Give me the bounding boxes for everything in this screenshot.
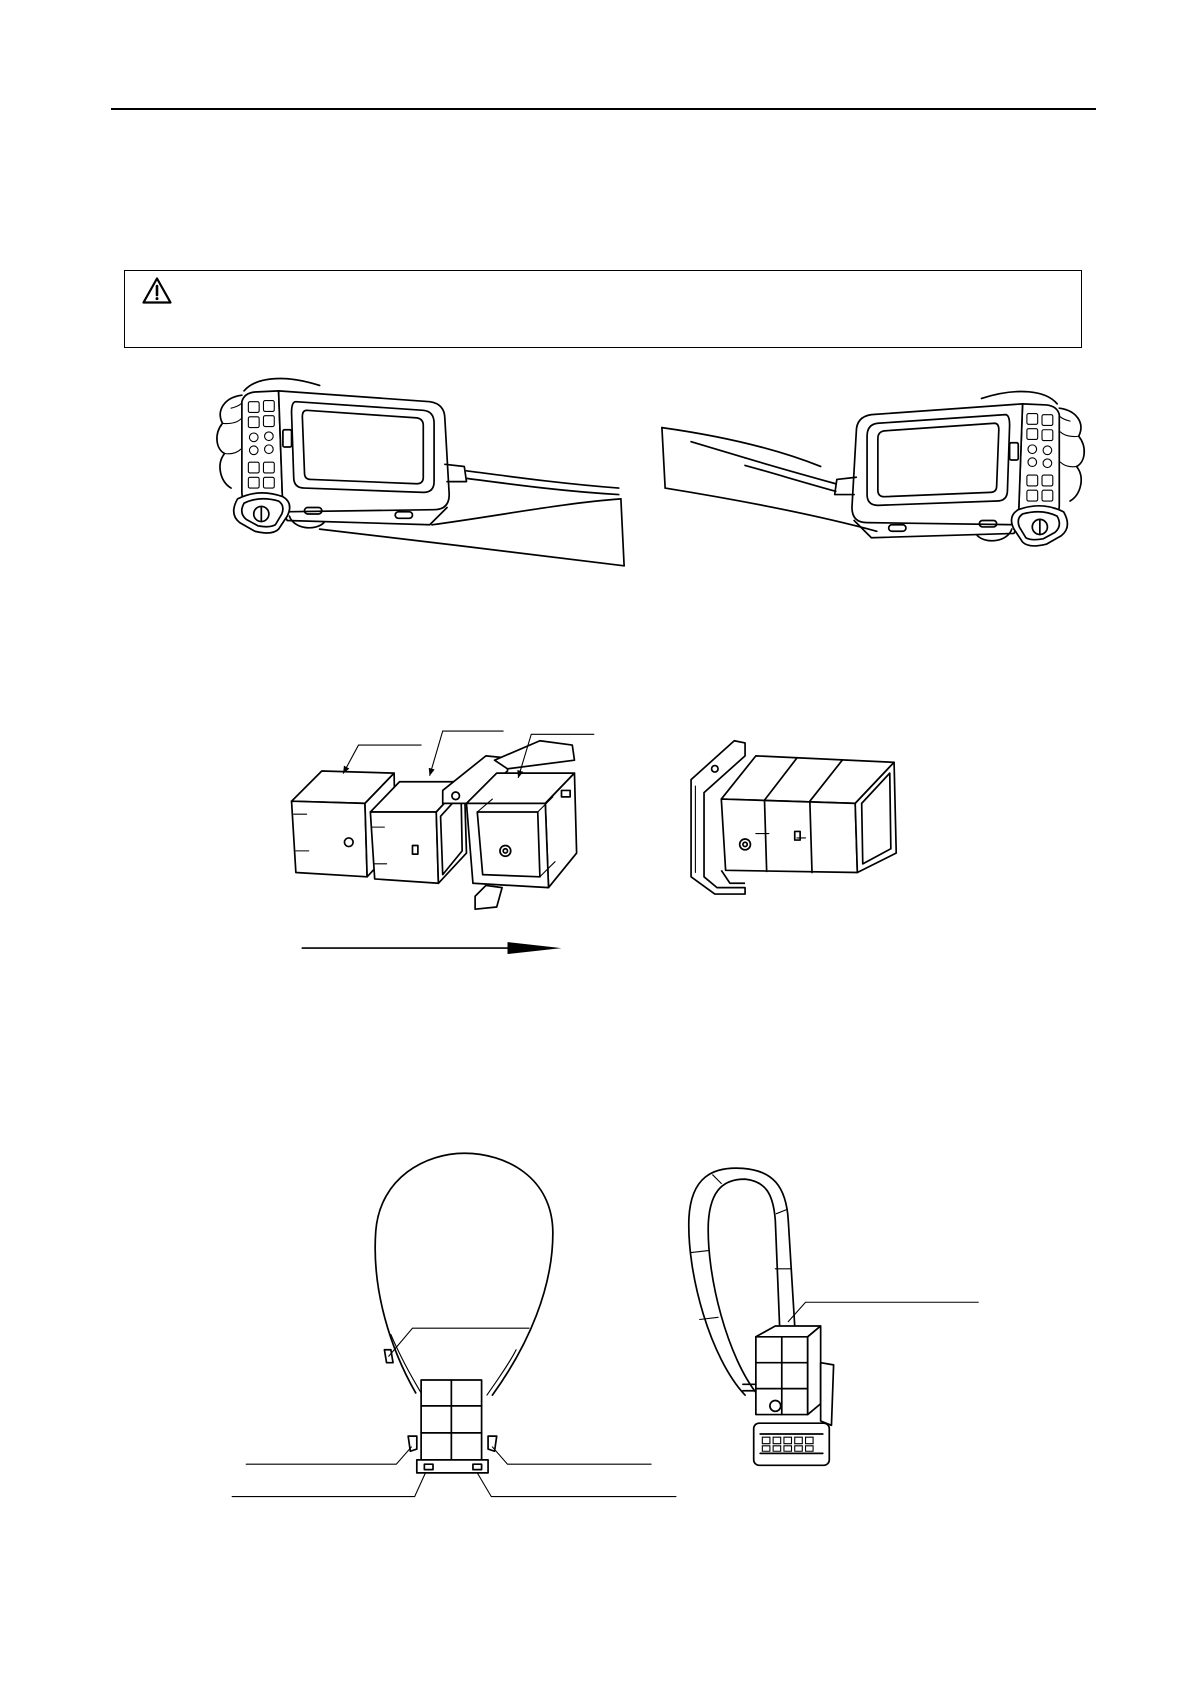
handheld-device-with-hand (217, 379, 467, 533)
figure-exploded-boxes (292, 731, 594, 954)
box (743, 1326, 834, 1425)
arrow-right-icon (302, 942, 561, 954)
handheld-device-with-hand (835, 391, 1085, 545)
box (421, 1380, 481, 1460)
cable (466, 471, 618, 495)
base-plate (417, 1460, 488, 1473)
handheld-device-end-view (754, 1423, 830, 1465)
figure-strap-front (232, 1153, 676, 1496)
leader-line (788, 1302, 978, 1321)
box-assembly (721, 756, 896, 883)
figure-assembled-boxes (691, 741, 896, 894)
figure-device-mount-left (217, 379, 624, 566)
figure-device-mount-right (662, 391, 1084, 545)
figure-strap-side (689, 1168, 979, 1465)
cable (691, 442, 836, 492)
